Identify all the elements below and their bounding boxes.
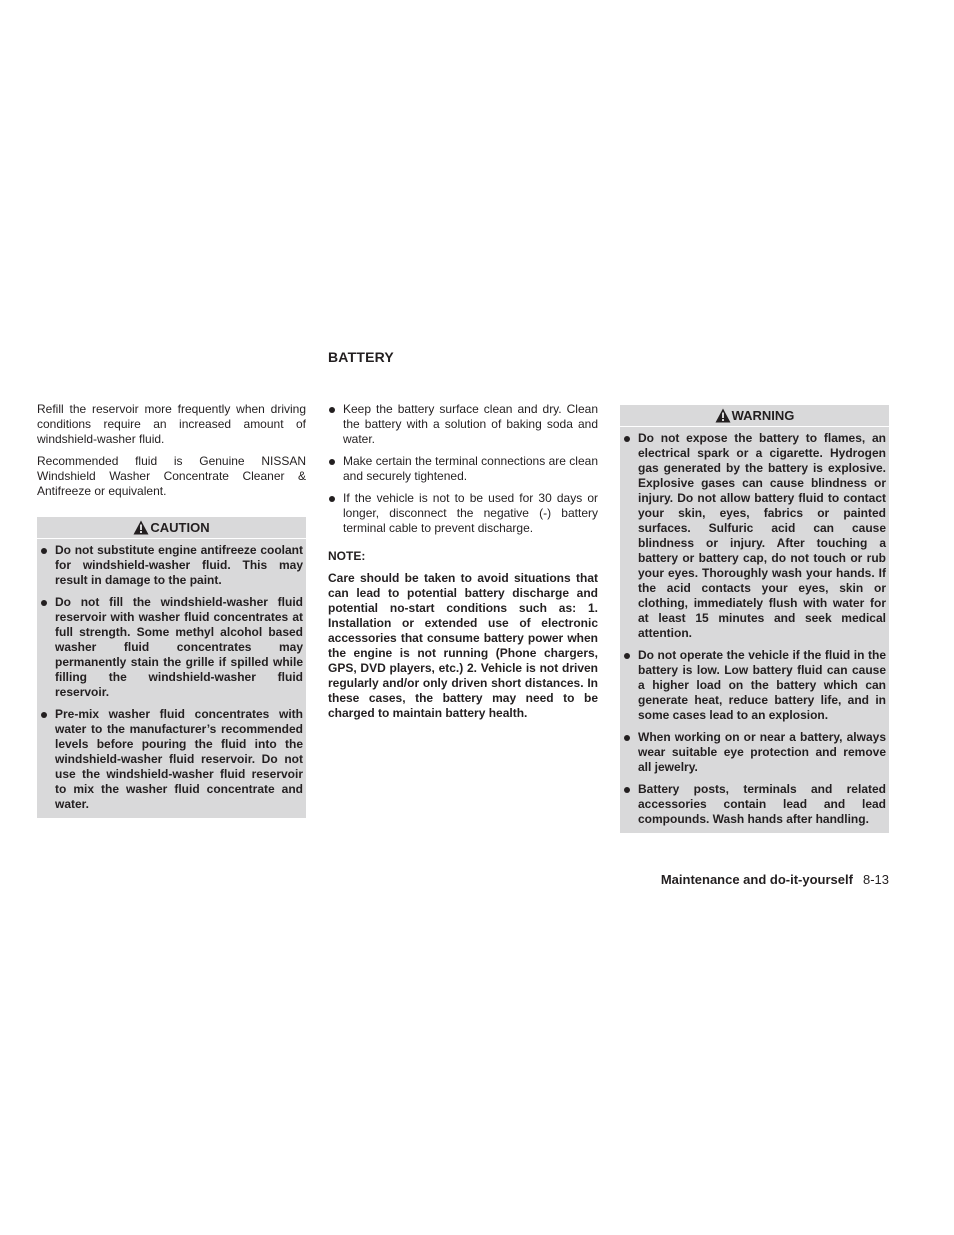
list-item: [40, 543, 303, 588]
caution-item-text: Pre-mix washer fluid concentrates with water to the manufacturer’s recommended levels before pouring the fluid into the windshield-washer fluid reservoir. Do not use the windshield-washer fluid reservoir to mix the washer fluid concentrate and water.: [55, 707, 303, 811]
bullet-icon: [41, 548, 47, 554]
caution-item-text: Do not substitute engine antifreeze coolant for windshield-washer fluid. This may result in damage to the paint.: [55, 543, 303, 587]
bullet-icon: [329, 459, 335, 465]
warning-item-text: When working on or near a battery, always wear suitable eye protection and remove all jewelry.: [638, 730, 886, 774]
warning-box: [620, 405, 889, 833]
warning-item-text: Do not operate the vehicle if the fluid in the battery is low. Low battery fluid can cause a higher load on the battery which can generate heat, reduce battery life, and in some cases lead to an explosion.: [638, 648, 886, 722]
note-text: Care should be taken to avoid situations that can lead to potential battery discharge and potential no-start conditions such as: 1. Installation or extended use of electronic accessories that consume battery power when the engine is not running (Phone chargers, GPS, DVD players, etc.) 2. Vehicle is not driven regularly and/or only driven short distances. In these cases, the battery may need to be charged to maintain battery health.: [328, 571, 598, 720]
list-item: [328, 491, 598, 536]
list-item: [40, 707, 303, 812]
page-number: 8-13: [862, 872, 889, 887]
bullet-icon: [624, 787, 630, 793]
bullet-icon: [624, 436, 630, 442]
list-item: [328, 454, 598, 484]
warning-label: WARNING: [731, 408, 795, 423]
caution-title: [37, 517, 306, 539]
warning-list: [623, 431, 886, 827]
warning-triangle-icon: [715, 408, 731, 423]
list-item: [328, 402, 598, 447]
caution-list: [40, 543, 303, 812]
paragraph: Recommended fluid is Genuine NISSAN Windshield Washer Concentrate Cleaner & Antifreeze or equivalent.: [37, 454, 306, 498]
bullet-icon: [624, 653, 630, 659]
page-footer: [661, 872, 889, 887]
warning-item-text: Do not expose the battery to flames, an electrical spark or a cigarette. Hydrogen gas generated by the battery is explosive. Explosive gases can cause blindness or injury. Do not allow battery fluid to contact your skin, eyes, fabrics or painted surfaces. Sulfuric acid can cause blindness or injury. After touching a battery or battery cap, do not touch or rub your eyes. Thoroughly wash your hands. If the acid contacts your eyes, skin or clothing, immediately flush with water for at least 15 minutes and seek medical attention.: [638, 431, 886, 640]
paragraph: Refill the reservoir more frequently when driving conditions require an increased amount of windshield-washer fluid.: [37, 402, 306, 446]
caution-label: CAUTION: [150, 520, 210, 535]
bullet-icon: [41, 712, 47, 718]
middle-column: [328, 402, 598, 721]
caution-item-text: Do not fill the windshield-washer fluid reservoir with washer fluid concentrates at full strength. Some methyl alcohol based washer fluid concentrates may permanently stain the grille if spilled while filling the windshield-washer fluid reservoir.: [55, 595, 303, 699]
bullet-icon: [624, 735, 630, 741]
left-column: [37, 402, 306, 818]
list-item: [623, 730, 886, 775]
bullet-text: Keep the battery surface clean and dry. Clean the battery with a solution of baking soda and water.: [343, 402, 598, 446]
list-item: [623, 648, 886, 723]
list-item: [623, 782, 886, 827]
bullet-icon: [41, 600, 47, 606]
right-column: [620, 405, 889, 833]
section-title: BATTERY: [328, 349, 394, 365]
list-item: [40, 595, 303, 700]
bullet-icon: [329, 407, 335, 413]
battery-bullet-list: [328, 402, 598, 536]
warning-title: [620, 405, 889, 427]
note-heading: NOTE:: [328, 549, 366, 563]
chapter-title: Maintenance and do-it-yourself: [660, 872, 853, 887]
warning-item-text: Battery posts, terminals and related accessories contain lead and lead compounds. Wash hands after handling.: [638, 782, 886, 826]
bullet-icon: [329, 496, 335, 502]
bullet-text: If the vehicle is not to be used for 30 days or longer, disconnect the negative (-) battery terminal cable to prevent discharge.: [343, 491, 598, 535]
caution-box: [37, 517, 306, 818]
warning-triangle-icon: [133, 520, 149, 535]
list-item: [623, 431, 886, 641]
bullet-text: Make certain the terminal connections are clean and securely tightened.: [343, 454, 598, 483]
